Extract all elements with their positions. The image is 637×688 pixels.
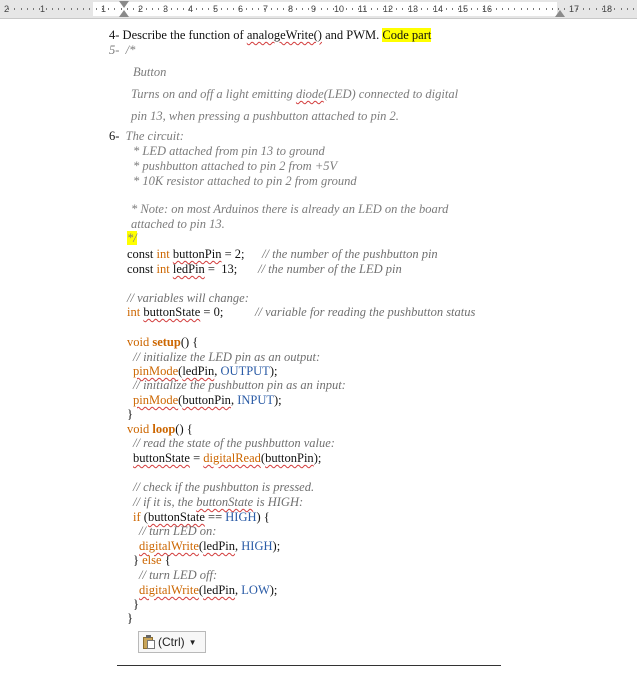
keyword: int bbox=[156, 262, 173, 276]
text: , bbox=[235, 583, 242, 597]
code-line bbox=[127, 262, 237, 277]
circuit-item: * 10K resistor attached to pin 2 from ground bbox=[133, 174, 357, 188]
spell-error[interactable]: buttonPin bbox=[182, 393, 231, 407]
ruler-number: 5 bbox=[213, 4, 219, 14]
text: , bbox=[214, 364, 221, 378]
code-line bbox=[139, 583, 277, 598]
text: ); bbox=[313, 451, 322, 465]
ruler-number: 3 bbox=[163, 4, 169, 14]
spell-error[interactable]: buttonState bbox=[147, 510, 205, 524]
code-line bbox=[133, 510, 270, 525]
code-line bbox=[127, 305, 223, 320]
text: () { bbox=[180, 335, 199, 349]
code-comment: // initialize the LED pin as an output: bbox=[133, 350, 321, 364]
constant: HIGH bbox=[241, 539, 273, 553]
text: = 0; bbox=[200, 305, 224, 319]
function-call[interactable]: pinMode bbox=[133, 393, 179, 407]
code-line bbox=[127, 247, 245, 262]
text: ); bbox=[272, 539, 281, 553]
question-text: Describe the function of bbox=[122, 28, 247, 42]
text: ); bbox=[274, 393, 282, 407]
code-comment: // initialize the pushbutton pin as an input: bbox=[133, 378, 346, 392]
keyword: void bbox=[127, 422, 153, 436]
keyword: int bbox=[127, 305, 144, 319]
code-comment: // variables will change: bbox=[127, 291, 249, 305]
ruler-number: 2 bbox=[138, 4, 144, 14]
text: ); bbox=[269, 583, 278, 597]
ruler-number: 12 bbox=[383, 4, 394, 14]
function-name: loop bbox=[152, 422, 176, 436]
text: () { bbox=[175, 422, 193, 436]
spell-error[interactable]: diode bbox=[295, 87, 324, 101]
constant: HIGH bbox=[225, 510, 257, 524]
spell-error[interactable]: buttonPin bbox=[265, 451, 314, 465]
ruler-number: 15 bbox=[458, 4, 469, 14]
ruler-number: 8 bbox=[288, 4, 294, 14]
comment-open-line bbox=[109, 43, 135, 58]
text: Turns on and off a light emitting bbox=[131, 87, 296, 101]
text: ) { bbox=[256, 510, 270, 524]
text: (LED) connected to digital bbox=[323, 87, 459, 101]
code-line: } bbox=[127, 407, 133, 421]
code-line bbox=[139, 539, 280, 554]
keyword: else bbox=[142, 553, 162, 567]
text: ( bbox=[198, 583, 204, 597]
spell-error[interactable]: ledPin bbox=[182, 364, 215, 378]
function-call[interactable]: digitalWrite bbox=[139, 539, 199, 553]
code-comment: // the number of the pushbutton pin bbox=[262, 247, 438, 261]
question-line bbox=[109, 28, 431, 43]
keyword: if bbox=[133, 510, 141, 524]
comment-description bbox=[131, 87, 458, 102]
circuit-line bbox=[109, 129, 184, 144]
circuit-item: * LED attached from pin 13 to ground bbox=[133, 144, 325, 158]
list-number: 4- bbox=[109, 28, 120, 42]
ruler-number: 18 bbox=[602, 4, 613, 14]
ruler-number: 16 bbox=[482, 4, 493, 14]
text: ( bbox=[178, 364, 183, 378]
keyword: int bbox=[156, 247, 173, 261]
dropdown-arrow-icon: ▼ bbox=[188, 637, 197, 647]
code-line bbox=[133, 393, 282, 408]
function-call[interactable]: pinMode bbox=[133, 364, 179, 378]
ruler-number: 2 bbox=[4, 4, 10, 14]
ruler-number: 1 bbox=[101, 4, 107, 14]
spell-error[interactable]: buttonPin bbox=[172, 247, 222, 261]
ruler-number: 9 bbox=[311, 4, 317, 14]
ruler-number: 11 bbox=[358, 4, 368, 14]
code-comment: // variable for reading the pushbutton status bbox=[255, 305, 476, 319]
ruler-number: 4 bbox=[188, 4, 194, 14]
horizontal-rule bbox=[117, 665, 501, 666]
constant: INPUT bbox=[237, 393, 274, 407]
text: , bbox=[235, 539, 242, 553]
keyword: void bbox=[127, 335, 153, 349]
text: // if it is, the bbox=[133, 495, 197, 509]
code-line: } bbox=[127, 611, 133, 625]
keyword: const bbox=[127, 262, 157, 276]
code-line bbox=[133, 451, 321, 466]
highlighted-text: */ bbox=[127, 231, 137, 245]
code-comment bbox=[133, 495, 303, 510]
code-line bbox=[127, 422, 193, 437]
code-comment: // turn LED off: bbox=[139, 568, 218, 582]
text: is HIGH: bbox=[253, 495, 304, 509]
function-name: setup bbox=[152, 335, 181, 349]
spell-error[interactable]: ledPin bbox=[203, 583, 236, 597]
ruler-number: 7 bbox=[263, 4, 269, 14]
paste-options-label: (Ctrl) bbox=[158, 635, 185, 649]
spell-error[interactable]: ledPin bbox=[172, 262, 205, 276]
ruler-number: 6 bbox=[238, 4, 244, 14]
spell-error[interactable]: buttonState bbox=[196, 495, 254, 509]
text: = 13; bbox=[204, 262, 238, 276]
text: = 2; bbox=[221, 247, 245, 261]
text: ( bbox=[178, 393, 183, 407]
text: ( bbox=[140, 510, 148, 524]
text: = bbox=[189, 451, 204, 465]
text: } bbox=[133, 553, 143, 567]
code-line bbox=[127, 335, 198, 350]
clipboard-icon bbox=[143, 635, 155, 649]
constant: LOW bbox=[241, 583, 270, 597]
question-text: and PWM. bbox=[321, 28, 383, 42]
ruler-number: 17 bbox=[569, 4, 580, 14]
text: The circuit: bbox=[125, 129, 184, 143]
comment-description: pin 13, when pressing a pushbutton attached to pin 2. bbox=[131, 109, 399, 123]
keyword: const bbox=[127, 247, 157, 261]
ruler-number: 10 bbox=[334, 4, 345, 14]
list-number: 6- bbox=[109, 129, 120, 143]
code-comment: // check if the pushbutton is pressed. bbox=[133, 480, 315, 494]
text: ( bbox=[198, 539, 204, 553]
code-line: } bbox=[133, 597, 139, 611]
spell-error[interactable]: analogeWrite() bbox=[246, 28, 322, 42]
ruler-number: 14 bbox=[433, 4, 444, 14]
paste-options-button[interactable] bbox=[138, 631, 206, 653]
text: { bbox=[161, 553, 171, 567]
text: == bbox=[204, 510, 226, 524]
code-comment: // read the state of the pushbutton value: bbox=[133, 436, 335, 450]
spell-error[interactable]: ledPin bbox=[203, 539, 236, 553]
spell-error[interactable]: buttonState bbox=[143, 305, 201, 319]
ruler-number: 13 bbox=[408, 4, 419, 14]
comment-note: attached to pin 13. bbox=[131, 217, 225, 231]
circuit-item: * pushbutton attached to pin 2 from +5V bbox=[133, 159, 338, 173]
function-call[interactable]: digitalWrite bbox=[139, 583, 199, 597]
text: ( bbox=[260, 451, 266, 465]
code-line bbox=[133, 364, 277, 379]
code-comment: // turn LED on: bbox=[139, 524, 217, 538]
code-comment: // the number of the LED pin bbox=[258, 262, 402, 276]
comment-open: /* bbox=[125, 43, 136, 57]
list-number: 5- bbox=[109, 43, 120, 57]
comment-close bbox=[127, 231, 137, 246]
code-line bbox=[133, 553, 171, 568]
comment-title: Button bbox=[133, 65, 167, 79]
constant: OUTPUT bbox=[220, 364, 270, 378]
ruler-number: 1 bbox=[40, 4, 46, 14]
highlighted-text: Code part bbox=[382, 28, 432, 42]
spell-error[interactable]: buttonState bbox=[133, 451, 190, 465]
comment-note: * Note: on most Arduinos there is already an LED on the board bbox=[131, 202, 449, 216]
text: , bbox=[230, 393, 238, 407]
text: ); bbox=[269, 364, 278, 378]
function-call[interactable]: digitalRead bbox=[203, 451, 261, 465]
